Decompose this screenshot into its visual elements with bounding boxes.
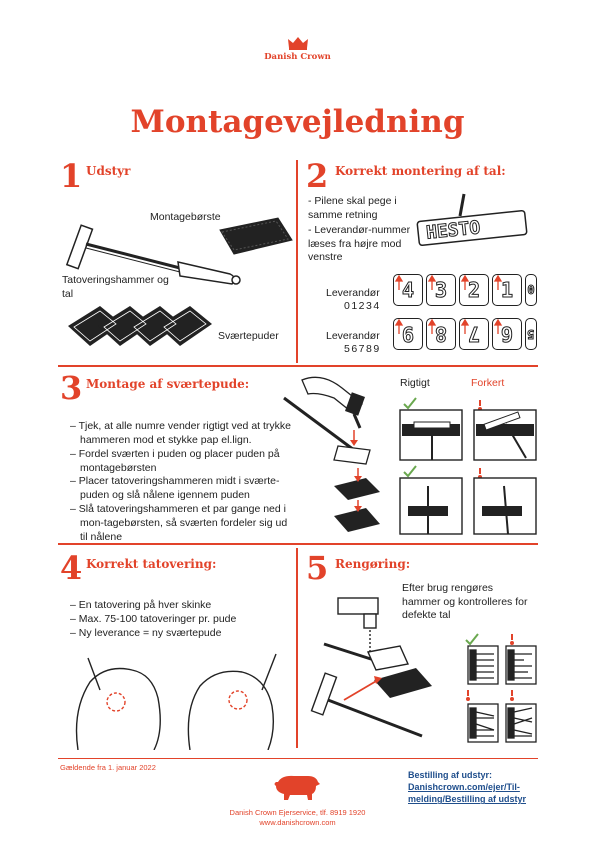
brush-icon [334, 508, 380, 532]
stamp-illustration [410, 190, 538, 254]
supplier-row-2-label: Leverandør [326, 330, 380, 342]
digit-glyph: 9 [401, 322, 415, 346]
order-link-line-2[interactable]: melding/Bestilling af udstyr [408, 794, 527, 805]
check-icon [404, 398, 416, 408]
right-label: Rigtigt [400, 377, 430, 389]
equipment-illustration [60, 196, 296, 356]
number-note-1: - Pilene skal pege i samme retning [308, 195, 397, 221]
digit-glyph: 1 [500, 278, 514, 302]
list-item: – Ny leverance = ny sværtepude [70, 626, 222, 639]
digit-glyph: 0 [527, 283, 535, 297]
section-5-number: 5 [306, 549, 329, 587]
pig-logo-icon [272, 772, 322, 802]
wrong-label: Forkert [471, 377, 505, 389]
list-item: – En tatovering på hver skinke [70, 599, 212, 611]
digit-glyph: 5 [527, 327, 535, 341]
divider-v2 [296, 548, 298, 748]
wrong-icon [479, 468, 481, 478]
supplier-row-2-value: 56789 [344, 343, 381, 355]
brand-name: Danish Crown [264, 52, 331, 62]
needle-check-comparison [462, 632, 538, 744]
section-1-title: Udstyr [86, 164, 131, 178]
crown-icon [287, 36, 309, 50]
cleaning-text: Efter brug rengøres hammer og kontrolleres for defekte tal [402, 582, 528, 622]
section-3-number: 3 [60, 369, 83, 407]
list-item: – Max. 75-100 tatoveringer pr. pude [70, 612, 237, 625]
cleaning-illustration [304, 588, 464, 748]
ink-pads-icon [68, 306, 212, 346]
list-item: – Placer tatoveringshammeren midt i sværte-puden og slå nålene igennem puden [70, 475, 280, 502]
pad-mounting-illustration [262, 368, 382, 540]
brush-label: Montagebørste [150, 211, 221, 223]
digit-glyph: 4 [401, 278, 415, 302]
right-wrong-comparison [398, 394, 538, 538]
section-4-title: Korrekt tatovering: [86, 557, 217, 571]
section-3-title: Montage af sværtepude: [86, 377, 250, 391]
section-2-title: Korrekt montering af tal: [335, 164, 506, 178]
brush-icon [220, 218, 292, 254]
website: www.danishcrown.com [259, 818, 336, 827]
direction-arrows [393, 274, 538, 354]
check-icon [466, 634, 478, 644]
wrong-icon [511, 634, 513, 644]
check-icon [404, 466, 416, 476]
service-line: Danish Crown Ejerservice, tlf. 8919 1920 [229, 808, 366, 817]
stamp-digits: HESTO [425, 217, 482, 244]
ink-pad-icon [374, 668, 432, 698]
divider-v1 [296, 160, 298, 363]
number-note-2: - Leverandør-nummer læses fra højre mod venstre [308, 224, 411, 264]
supplier-row-1-value: 01234 [344, 300, 381, 312]
section-2-number: 2 [306, 157, 329, 195]
digit-glyph: 7 [467, 322, 481, 346]
brand-logo [0, 36, 595, 62]
tattoo-placement-illustration [66, 650, 292, 750]
order-link-line-1[interactable]: Danishcrown.com/ejer/Til- [408, 782, 520, 793]
divider-h1 [58, 365, 538, 367]
section-4-list [70, 599, 290, 641]
list-item: – Fordel sværten i puden og placer puden på montagebørsten [70, 447, 280, 474]
order-title: Bestilling af udstyr: [408, 770, 493, 780]
digit-glyph: 3 [434, 278, 448, 302]
brush-icon [324, 644, 408, 670]
list-item: – Slå tatoveringshammeren et par gange ned i mon-tagebørsten, så sværten fordeler sig ud til nålene [70, 503, 288, 543]
ink-pad-icon [334, 478, 380, 500]
hammer-label: Tatoveringshammer og tal [62, 274, 169, 300]
section-1-number: 1 [60, 157, 83, 195]
pads-label: Sværtepuder [218, 330, 279, 342]
list-item: – Tjek, at alle numre vender rigtigt ved at trykke hammeren mod et stykke pap el.lign. [70, 420, 291, 446]
divider-footer [58, 758, 538, 759]
valid-from: Gældende fra 1. januar 2022 [60, 763, 156, 772]
pig-rear-right-icon [188, 654, 276, 750]
section-4-number: 4 [60, 549, 83, 587]
digit-glyph: 8 [434, 322, 448, 346]
digit-glyph: 2 [467, 278, 481, 302]
wrong-icon [467, 690, 469, 700]
order-block [408, 769, 526, 805]
tap-icon [338, 598, 378, 652]
tattoo-hammer-icon [67, 225, 240, 284]
page-title: Montagevejledning [130, 104, 465, 140]
digit-glyph: 6 [500, 322, 514, 346]
hand-with-hammer-icon [302, 377, 365, 428]
supplier-row-1-label: Leverandør [326, 287, 380, 299]
arrow-up-icon [396, 276, 501, 334]
pig-rear-left-icon [77, 658, 161, 750]
section-5-title: Rengøring: [335, 557, 411, 571]
wrong-icon [479, 400, 481, 410]
wrong-icon [511, 690, 513, 700]
